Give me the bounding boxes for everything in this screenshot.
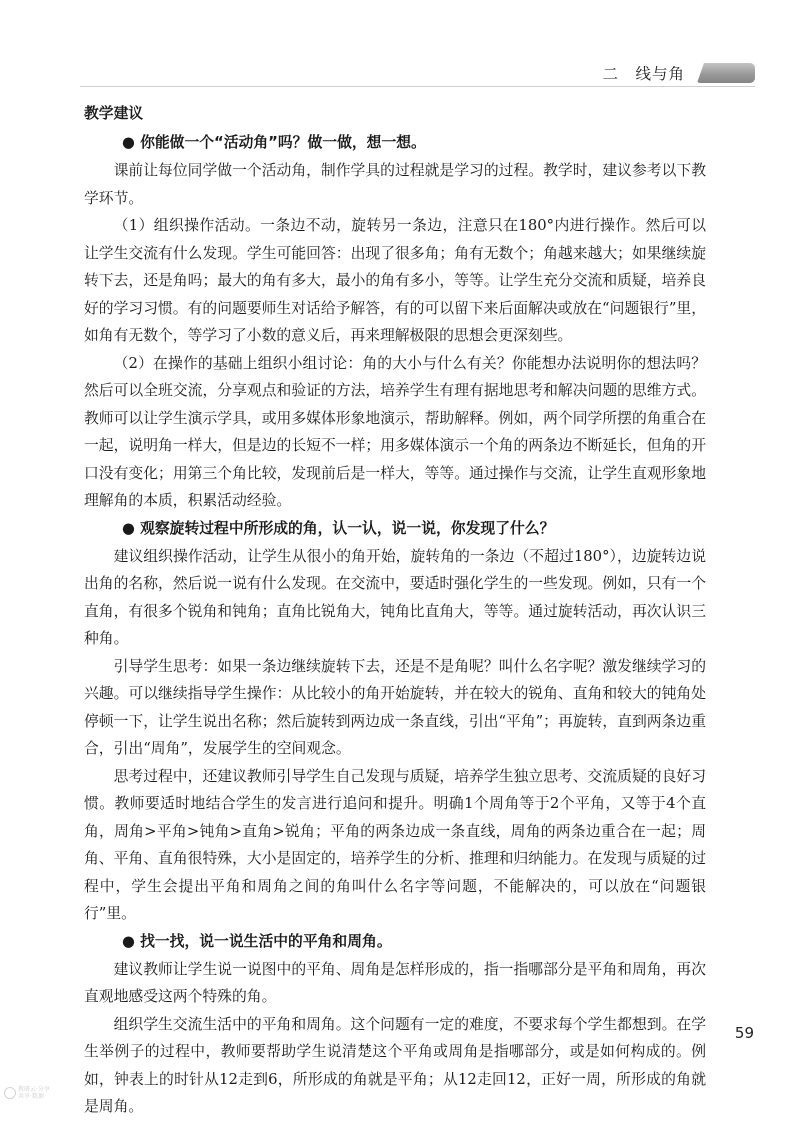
watermark bbox=[4, 1086, 50, 1100]
section-title: 教学建议 bbox=[84, 105, 144, 122]
paragraph-7: 建议教师让学生说一说图中的平角、周角是怎样形成的，指一指哪部分是平角和周角，再次直观地感受这两个特殊的角。 bbox=[84, 960, 706, 1005]
paragraph-2: （1）组织操作活动。一条边不动，旋转另一条边，注意只在180°内进行操作。然后可以让学生交流有什么发现。学生可能回答：出现了很多角；角有无数个；角越来越大；如果继续旋转下去，还是角吗；最大的角有多大，最小的角有多小，等等。让学生充分交流和质疑，培养良好的学习习惯。有的问题要师生对话给予解答，有的可以留下来后面解决或放在“问题银行”里，如角有无数个，等学习了小数的意义后，再来理解极限的思想会更深刻些。 bbox=[84, 217, 706, 344]
header-rule bbox=[80, 86, 755, 87]
paragraph-6: 思考过程中，还建议教师引导学生自己发现与质疑，培养学生独立思考、交流质疑的良好习惯。教师要适时地结合学生的发言进行追问和提升。明确1个周角等于2个平角，又等于4个直角，周角>平角>钝角>直角>锐角；平角的两条边成一条直线，周角的两条边重合在一起；周角、平角、直角很特殊，大小是固定的，培养学生的分析、推理和归纳能力。在发现与质疑的过程中，学生会提出平角和周角之间的角叫什么名字等问题，不能解决的，可以放在“问题银行”里。 bbox=[84, 767, 706, 922]
bullet-heading-3: ● 找一找，说一说生活中的平角和周角。 bbox=[122, 932, 392, 950]
watermark-line-1: 教研云·分享 bbox=[18, 1086, 50, 1093]
watermark-logo-icon bbox=[4, 1087, 16, 1099]
page-content bbox=[84, 101, 706, 1121]
paragraph-5: 引导学生思考：如果一条边继续旋转下去，还是不是角呢？叫什么名字呢？激发继续学习的兴趣。可以继续指导学生操作：从比较小的角开始旋转，并在较大的锐角、直角和较大的钝角处停顿一下，让学生说出名称；然后旋转到两边成一条直线，引出“平角”；再旋转，直到两条边重合，引出“周角”，发展学生的空间观念。 bbox=[84, 657, 706, 757]
chapter-tab-marker bbox=[697, 63, 755, 83]
bullet-heading-1: ● 你能做一个“活动角”吗？做一做，想一想。 bbox=[122, 134, 426, 151]
bullet-heading-2: ● 观察旋转过程中所形成的角，认一认，说一说，你发现了什么？ bbox=[122, 519, 555, 537]
watermark-text bbox=[18, 1086, 50, 1100]
watermark-line-2: 共享·数据 bbox=[18, 1093, 44, 1100]
paragraph-3: （2）在操作的基础上组织小组讨论：角的大小与什么有关？你能想办法说明你的想法吗？然后可以全班交流，分享观点和验证的方法，培养学生有理有据地思考和解决问题的思维方式。教师可以让学生演示学具，或用多媒体形象地演示，帮助解释。例如，两个同学所摆的角重合在一起，说明角一样大，但是边的长短不一样；用多媒体演示一个角的两条边不断延长，但角的开口没有变化；用第三个角比较，发现前后是一样大，等等。通过操作与交流，让学生直观形象地理解角的本质，积累活动经验。 bbox=[84, 354, 706, 509]
paragraph-4: 建议组织操作活动，让学生从很小的角开始，旋转角的一条边（不超过180°），边旋转边说出角的名称，然后说一说有什么发现。在交流中，要适时强化学生的一些发现。例如，只有一个直角，有很多个锐角和钝角；直角比锐角大，钝角比直角大，等等。通过旋转活动，再次认识三种角。 bbox=[84, 547, 706, 647]
running-header bbox=[602, 60, 755, 86]
page-number: 59 bbox=[734, 1024, 754, 1042]
paragraph-1: 课前让每位同学做一个活动角，制作学具的过程就是学习的过程。教学时，建议参考以下教学环节。 bbox=[84, 162, 706, 207]
chapter-title: 二 线与角 bbox=[602, 65, 685, 83]
paragraph-8: 组织学生交流生活中的平角和周角。这个问题有一定的难度，不要求每个学生都想到。在学生举例子的过程中，教师要帮助学生说清楚这个平角或周角是指哪部分，或是如何构成的。例如，钟表上的时针从12走到6，所形成的角就是平角；从12走回12，正好一周，所形成的角就是周角。 bbox=[84, 1015, 706, 1115]
